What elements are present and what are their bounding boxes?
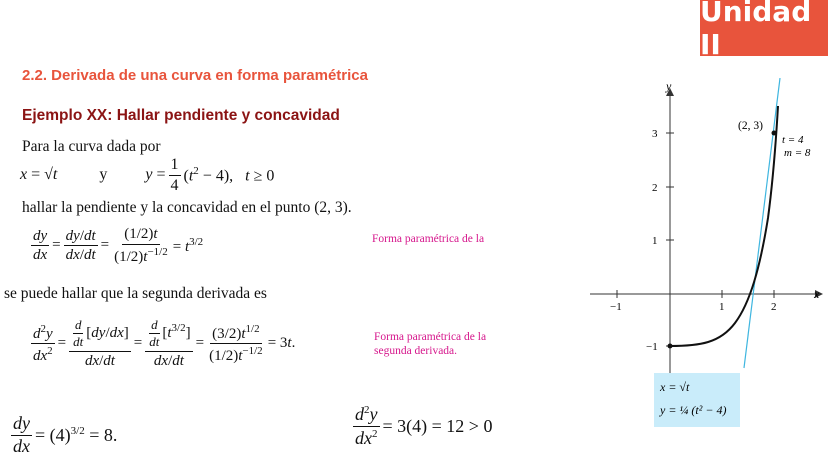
x-tick-label: 1 — [719, 301, 725, 313]
y-axis-label: y — [666, 79, 672, 93]
y-tick-label: 1 — [652, 235, 658, 247]
slope-result: $\frac{dy}{dx}$ = $(4)^{3/2} = 8$. — [13, 413, 118, 456]
intro-text: Para la curva dada por — [22, 138, 161, 155]
y-tick-label: −1 — [646, 341, 658, 353]
note-parametric: Forma paramétrica de la — [372, 233, 485, 245]
x-axis-label: x — [814, 287, 820, 301]
y-tick-label: 2 — [652, 182, 658, 194]
unit-badge: Unidad II — [700, 0, 828, 56]
parametric-curve-graph — [590, 78, 828, 438]
section-title: 2.2. Derivada de una curva en forma paramétrica — [22, 67, 368, 84]
second-derivative-equation: $\frac{d^2y}{dx^2}$ = $\frac{d}{dt}$ [dy/dx] dx/dt = $\frac{d}{dt}$ $[t^{3/2}]$ dx/dt = $\frac{(3/2)t^{1/2}}{(1/2)t^{-1/2}}$ = 3t. — [33, 317, 296, 369]
x-tick-label: 2 — [771, 301, 777, 313]
t-label: t = 4 — [782, 134, 804, 146]
note-second-derivative: Forma paramétrica de la segunda derivada. — [374, 331, 487, 358]
legend-x: x = √t — [660, 380, 690, 394]
example-title: Ejemplo XX: Hallar pendiente y concavidad — [22, 107, 340, 124]
point-label: (2, 3) — [738, 120, 763, 132]
conjunction: y — [99, 166, 108, 184]
start-point — [668, 344, 673, 349]
second-intro-text: se puede hallar que la segunda derivada es — [4, 285, 267, 302]
legend-y: y = ¼ (t² − 4) — [660, 403, 727, 417]
y-tick-label: 3 — [652, 128, 658, 140]
x-tick-label: −1 — [610, 301, 622, 313]
m-label: m = 8 — [784, 147, 811, 159]
first-derivative-equation: $\frac{dy}{dx}$ = $\frac{dy/dt}{dx/dt}$ = $\frac{(1/2)t}{(1/2)t^{-1/2}}$ = $t^{3/2}$ — [33, 226, 204, 265]
concavity-result: $\frac{d^2y}{dx^2}$ = 3(4) = 12 > 0 — [355, 404, 493, 448]
curve-definition: x = √t y y = $\frac{1}{4}$ $(t^2 - 4)$, t ≥ 0 — [20, 156, 275, 194]
tangent-point — [772, 131, 777, 136]
question-text: hallar la pendiente y la concavidad en el punto (2, 3). — [22, 199, 352, 216]
